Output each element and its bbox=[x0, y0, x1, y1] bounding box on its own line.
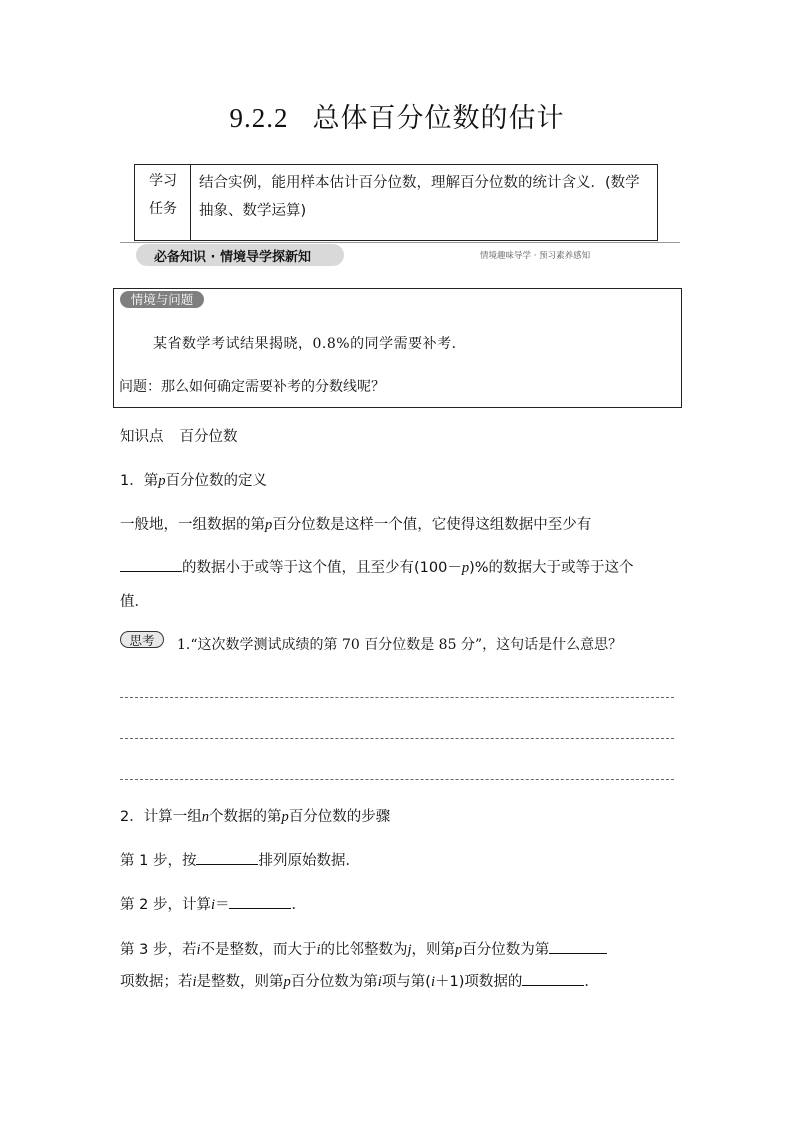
text-span: 的数据小于或等于这个值，且至少有(100－ bbox=[182, 560, 462, 576]
var-j: j bbox=[407, 942, 412, 958]
context-text: 某省数学考试结果揭晓，0.8%的同学需要补考． bbox=[153, 336, 467, 352]
banner-title: 必备知识 · 情境导学探新知 bbox=[154, 250, 311, 265]
context-question: 问题：那么如何确定需要补考的分数线呢？ bbox=[119, 379, 385, 395]
var-p: p bbox=[283, 974, 291, 990]
text-span: 第 3 步，若 bbox=[120, 942, 197, 958]
text-span: ． bbox=[291, 897, 306, 913]
definition-heading bbox=[120, 469, 267, 490]
var-i: i bbox=[196, 942, 201, 958]
step-3-line1 bbox=[120, 938, 607, 959]
section-title: 总体百分位数的估计 bbox=[312, 103, 565, 134]
text-span: ． bbox=[584, 974, 599, 990]
fill-blank[interactable] bbox=[196, 850, 258, 865]
var-i: i bbox=[430, 974, 436, 990]
section-number: 9.2.2 bbox=[229, 103, 289, 133]
text-span: 第 1 步，按 bbox=[120, 853, 197, 869]
step-2 bbox=[120, 893, 306, 914]
text-span: 百分位数为第 bbox=[462, 942, 550, 958]
text-span: 项与第( bbox=[381, 974, 431, 990]
text-span: 个数据的第 bbox=[208, 809, 282, 825]
text-span: 不是整数，而大于 bbox=[200, 942, 317, 958]
kp-title: 百分位数 bbox=[179, 429, 238, 445]
var-p: p bbox=[455, 942, 463, 958]
text-span: 排列原始数据． bbox=[258, 853, 360, 869]
learning-task-box bbox=[134, 164, 658, 241]
text-span: )%的数据大于或等于这个 bbox=[469, 560, 634, 576]
text-span: ＝ bbox=[214, 897, 230, 913]
knowledge-point-heading bbox=[120, 425, 238, 446]
page-title bbox=[0, 96, 794, 135]
var-i: i bbox=[210, 897, 215, 913]
text-span: 2．计算一组 bbox=[120, 809, 202, 825]
var-i: i bbox=[377, 974, 382, 990]
var-p: p bbox=[265, 517, 273, 533]
task-label bbox=[135, 165, 191, 240]
fill-blank[interactable] bbox=[120, 557, 182, 572]
banner-subtitle: 情境趣味导学 · 预习素养感知 bbox=[480, 251, 591, 261]
step-3-line2 bbox=[120, 970, 599, 991]
text-span: ＋1)项数据的 bbox=[435, 974, 523, 990]
context-tag: 情境与问题 bbox=[120, 291, 204, 308]
var-i: i bbox=[192, 974, 197, 990]
heading-text: 1．第 bbox=[120, 473, 159, 489]
definition-paragraph-line2 bbox=[120, 556, 634, 577]
text-span: 是整数，则第 bbox=[196, 974, 284, 990]
fill-blank[interactable] bbox=[522, 971, 584, 986]
definition-paragraph-line1 bbox=[120, 513, 591, 534]
fill-blank[interactable] bbox=[549, 939, 607, 954]
heading-text: 百分位数的定义 bbox=[165, 473, 267, 489]
fill-blank[interactable] bbox=[229, 894, 291, 909]
answer-line[interactable] bbox=[120, 738, 674, 739]
banner-divider bbox=[120, 242, 680, 243]
kp-label: 知识点 bbox=[120, 429, 164, 445]
text-span: 的比邻整数为 bbox=[320, 942, 408, 958]
task-label-line2: 任务 bbox=[149, 201, 177, 217]
steps-heading bbox=[120, 805, 390, 826]
text-span: ，则第 bbox=[411, 942, 456, 958]
text-span: 百分位数为第 bbox=[290, 974, 378, 990]
var-n: n bbox=[201, 809, 209, 825]
definition-paragraph-line3: 值． bbox=[120, 594, 149, 610]
var-p: p bbox=[158, 473, 166, 489]
task-label-line1: 学习 bbox=[149, 173, 177, 189]
text-span: 一般地，一组数据的第 bbox=[120, 517, 265, 533]
think-question: 1.“这次数学测试成绩的第 70 百分位数是 85 分”，这句话是什么意思？ bbox=[177, 637, 623, 653]
text-span: 百分位数的步骤 bbox=[288, 809, 391, 825]
var-i: i bbox=[316, 942, 321, 958]
text-span: 项数据；若 bbox=[120, 974, 193, 990]
think-tag: 思考 bbox=[120, 631, 164, 648]
task-text: 结合实例，能用样本估计百分位数，理解百分位数的统计含义．(数学抽象、数学运算) bbox=[199, 175, 640, 219]
var-p: p bbox=[461, 560, 470, 576]
text-span: 第 2 步，计算 bbox=[120, 897, 211, 913]
answer-line[interactable] bbox=[120, 779, 674, 780]
text-span: 百分位数是这样一个值，它使得这组数据中至少有 bbox=[272, 517, 592, 533]
var-p: p bbox=[281, 809, 289, 825]
step-1 bbox=[120, 849, 360, 870]
answer-line[interactable] bbox=[120, 697, 674, 698]
